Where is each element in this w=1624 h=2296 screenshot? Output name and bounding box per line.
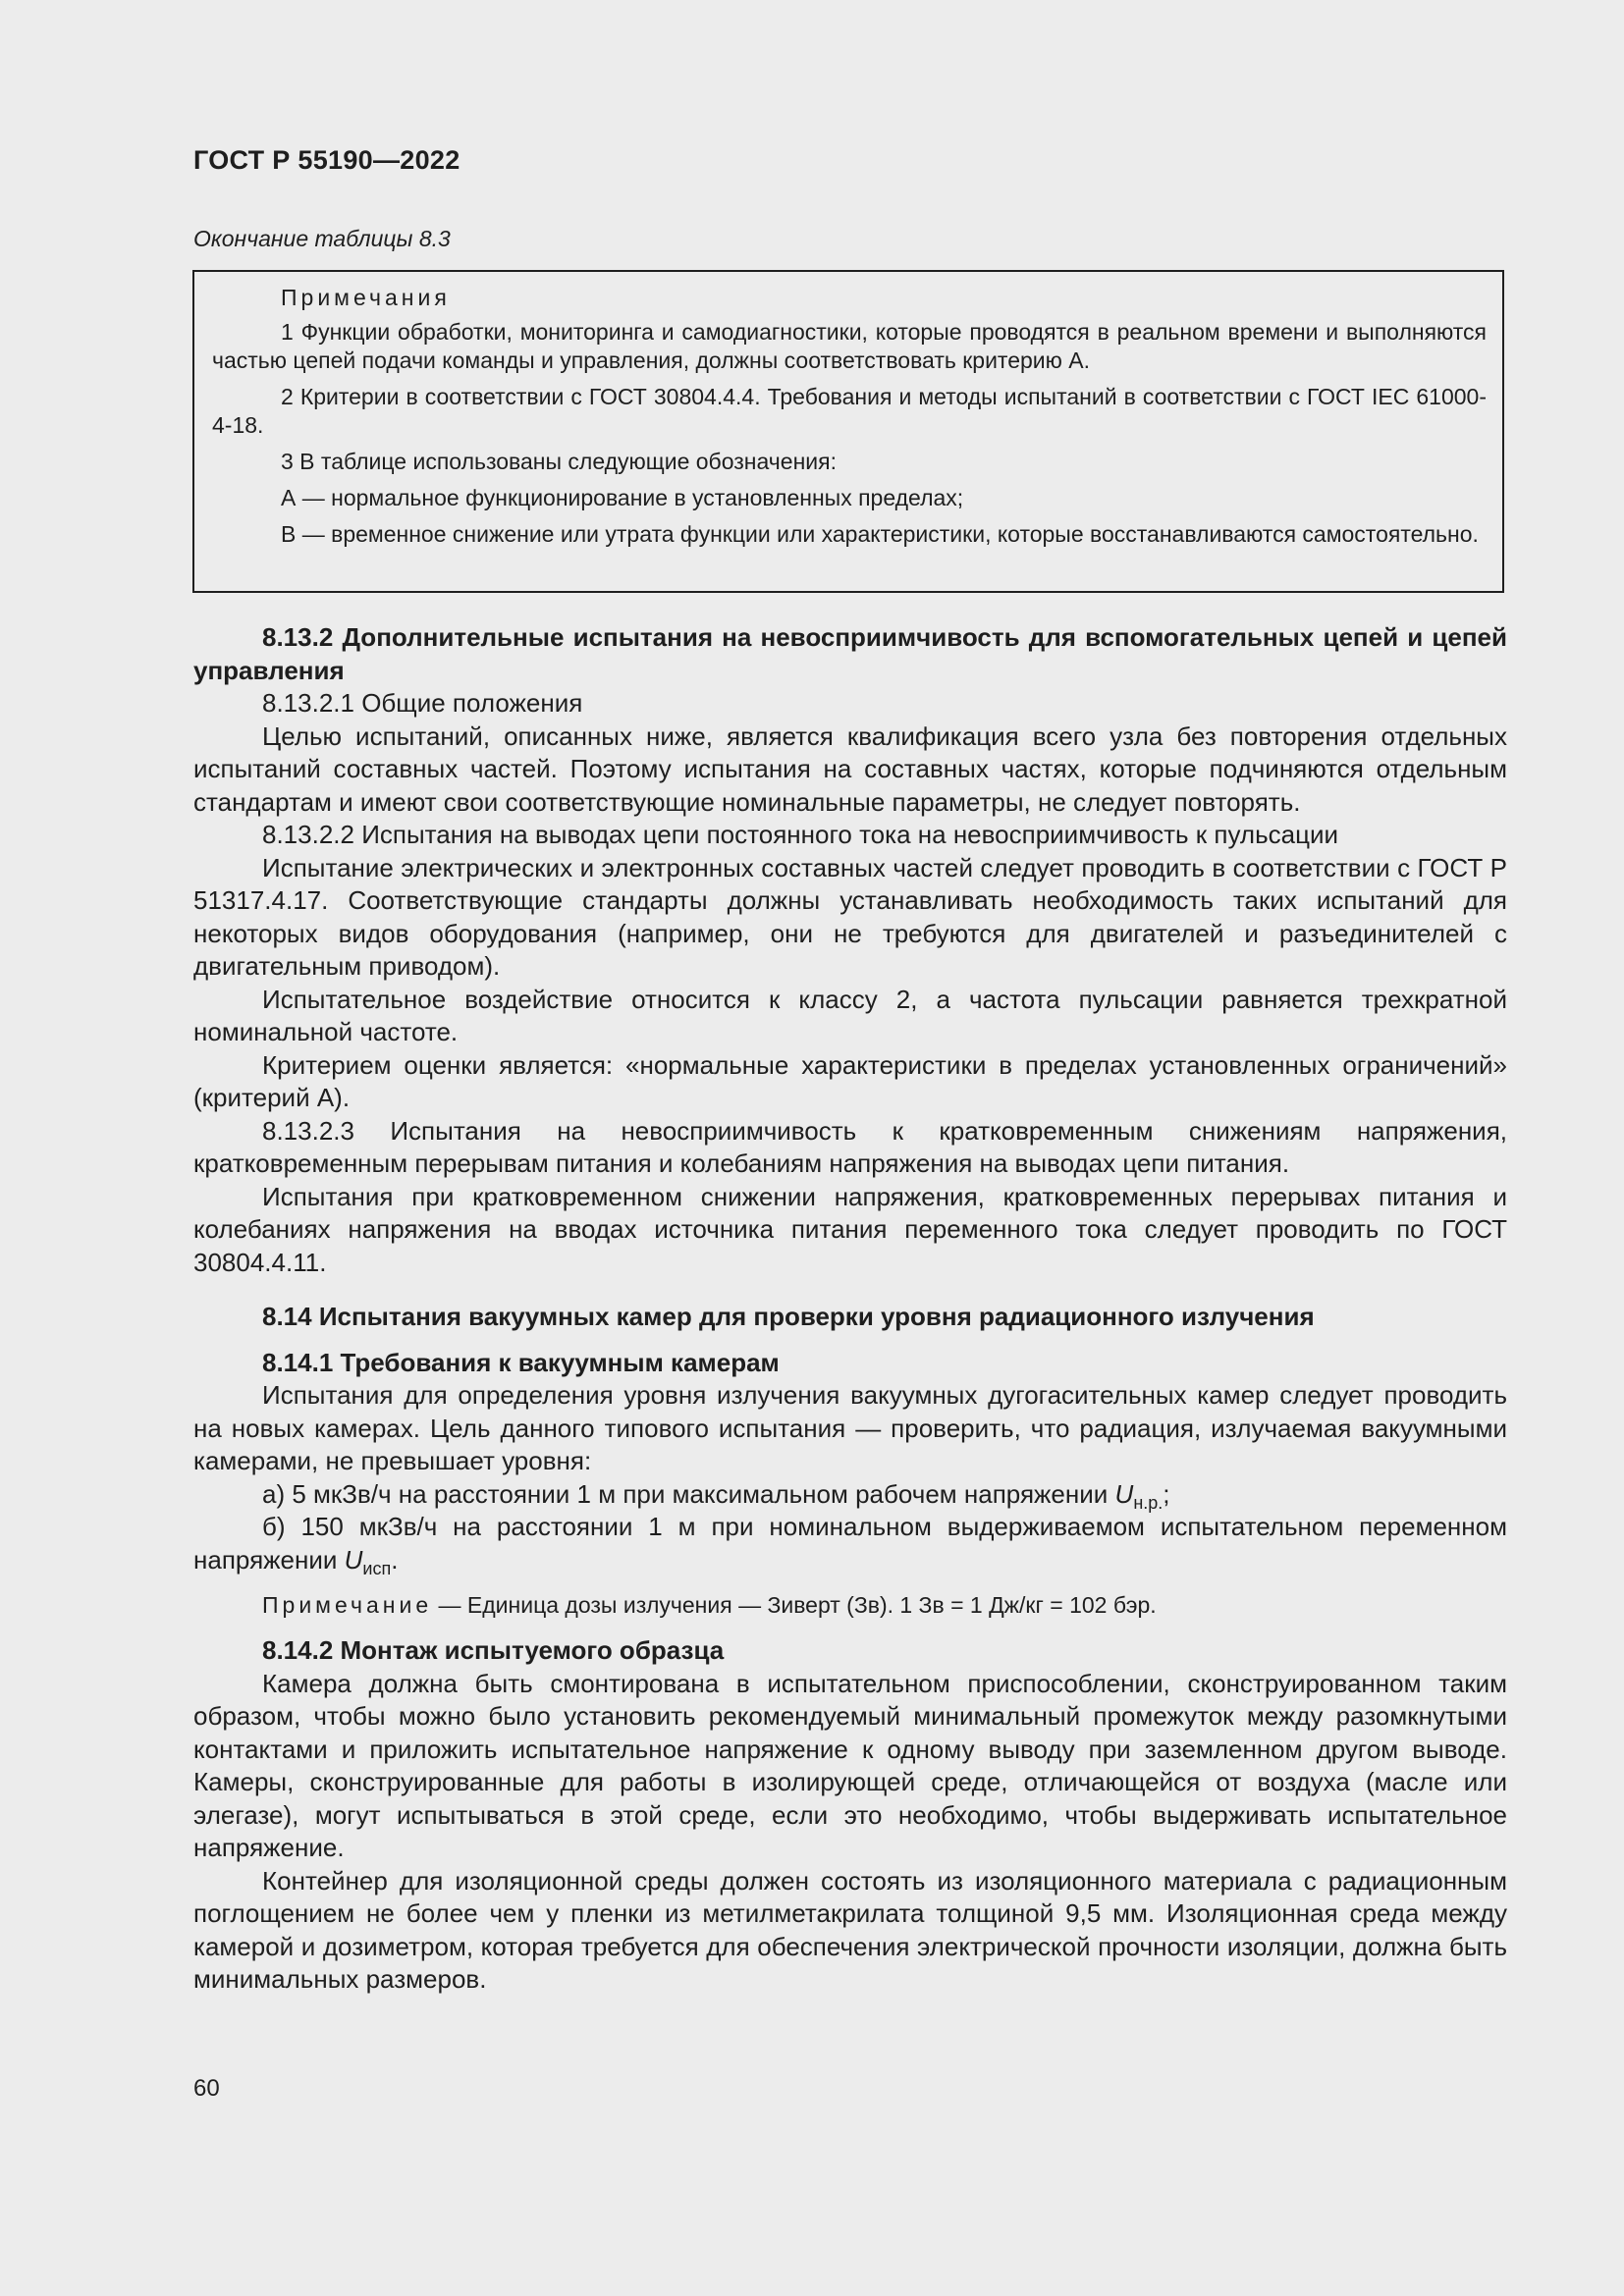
document-code: ГОСТ Р 55190—2022 (193, 145, 460, 175)
body-text (193, 621, 1507, 1997)
note-item-3: 3 В таблице использованы следующие обозначения: (281, 449, 837, 474)
paragraph-8-13-2-2-a: Испытание электрических и электронных составных частей следует проводить в соответствии с ГОСТ Р 51317.4.17. Соответствующие стандарты должны устанавливать необходимость таких испытаний для некоторых видов оборудования (например, они не требуются для двигателей и разъединителей с двигательным приводом). (193, 852, 1507, 981)
paragraph-8-13-2-3-b: Испытания при кратковременном снижении напряжения, кратковременных перерывах питания и колебаниях напряжения на вводах источника питания переменного тока следует проводить по ГОСТ 30804.4.11. (193, 1181, 1507, 1277)
heading-8-13-2: 8.13.2 Дополнительные испытания на невосприимчивость для вспомогательных цепей и цепей управления (193, 622, 1507, 685)
heading-8-14: 8.14 Испытания вакуумных камер для проверки уровня радиационного излучения (262, 1302, 1315, 1331)
note-text: — Единица дозы излучения — Зиверт (Зв). 1 Зв = 1 Дж/кг = 102 бэр. (432, 1592, 1157, 1618)
paragraph-8-13-2-1: Целью испытаний, описанных ниже, является квалификация всего узла без повторения отдельных испытаний составных частей. Поэтому испытания на составных частях, которые подчиняются отдельным стандартам и имеют свои соответствующие номинальные параметры, не следует повторять. (193, 721, 1507, 817)
notes-title: Примечания (281, 285, 451, 310)
list-item-b: б) 150 мкЗв/ч на расстоянии 1 м при номинальном выдерживаемом испытательном переменном напряжении $U_{исп}$. (193, 1512, 1507, 1578)
paragraph-8-14-2-a: Камера должна быть смонтирована в испытательном приспособлении, сконструированном таким образом, чтобы можно было установить рекомендуемый минимальный промежуток между разомкнутыми контактами и приложить испытательное напряжение к одному выводу при заземленном другом выводе. Камеры, сконструированные для работы в изолирующей среде, отличающейся от воздуха (масле или элегазе), могут испытываться в этой среде, если это необходимо, чтобы выдерживать испытательное напряжение. (193, 1668, 1507, 1862)
note-item-4: А — нормальное функционирование в установленных пределах; (281, 485, 964, 510)
note-label: Примечание (262, 1592, 433, 1618)
note-item-1: 1 Функции обработки, мониторинга и самодиагностики, которые проводятся в реальном времени и выполняются частью цепей подачи команды и управления, должны соответствовать критерию А. (212, 319, 1487, 373)
heading-8-14-2: 8.14.2 Монтаж испытуемого образца (262, 1635, 725, 1665)
table-continuation-caption: Окончание таблицы 8.3 (193, 226, 451, 251)
heading-8-13-2-1: 8.13.2.1 Общие положения (262, 688, 583, 718)
heading-8-14-1: 8.14.1 Требования к вакуумным камерам (262, 1347, 780, 1377)
paragraph-8-13-2-2-c: Критерием оценки является: «нормальные характеристики в пределах установленных ограничений» (критерий А). (193, 1049, 1507, 1112)
radiation-note (193, 1589, 1507, 1622)
paragraph-8-13-2-3-a: 8.13.2.3 Испытания на невосприимчивость к кратковременным снижениям напряжения, кратковременным перерывам питания и колебаниям напряжения на выводах цепи питания. (193, 1115, 1507, 1178)
note-item-2: 2 Критерии в соответствии с ГОСТ 30804.4.4. Требования и методы испытаний в соответствии с ГОСТ IEC 61000-4-18. (212, 384, 1487, 438)
heading-8-13-2-2: 8.13.2.2 Испытания на выводах цепи постоянного тока на невосприимчивость к пульсации (262, 820, 1339, 849)
paragraph-8-13-2-2-b: Испытательное воздействие относится к классу 2, а частота пульсации равняется трехкратной номинальной частоте. (193, 984, 1507, 1046)
table-notes-box (192, 270, 1504, 593)
list-item-a: а) 5 мкЗв/ч на расстоянии 1 м при максимальном рабочем напряжении $U_{н.р.}$; (262, 1478, 1170, 1513)
paragraph-8-14-1: Испытания для определения уровня излучения вакуумных дугогасительных камер следует проводить на новых камерах. Цель данного типового испытания — проверить, что радиация, излучаемая вакуумными камерами, не превышает уровня: (193, 1380, 1507, 1475)
paragraph-8-14-2-b: Контейнер для изоляционной среды должен состоять из изоляционного материала с радиационным поглощением не более чем у пленки из метилметакрилата толщиной 9,5 мм. Изоляционная среда между камерой и дозиметром, которая требуется для обеспечения электрической прочности изоляции, должна быть минимальных размеров. (193, 1865, 1507, 1994)
page-number: 60 (193, 2075, 220, 2102)
note-item-5: В — временное снижение или утрата функции или характеристики, которые восстанавливаются самостоятельно. (281, 521, 1479, 547)
